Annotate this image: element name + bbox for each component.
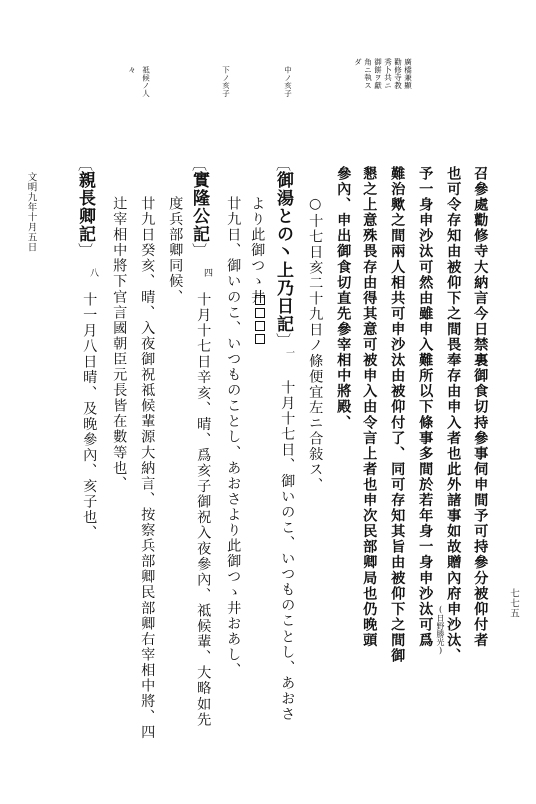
text-column-1: 召參處勸修寺大納言今日禁裏御食切持參事伺申間予可持參分被仰付者 bbox=[472, 166, 489, 649]
text-column-11: 十月十七日辛亥、晴、爲亥子御祝入夜參內、祗候輩、大略如先 bbox=[195, 292, 212, 728]
annotation-note-4-mark: 々 bbox=[127, 66, 137, 74]
inline-annotation: (日野勝光) bbox=[436, 605, 445, 655]
text-column-2: 也可令存知由被仰下之間畏奉存由申入者也此外諸事如故贈內府申沙汰、 bbox=[445, 166, 462, 664]
text-column-6: 參內、申出御食切直先參宰相中將殿、 bbox=[335, 166, 352, 431]
text-column-13: 廿九日癸亥、晴、入夜御祝祗候輩源大納言、按察兵部卿民部卿右宰相中將、四 bbox=[139, 196, 156, 741]
source-title-sanetaka: 〔實隆公記〕 bbox=[189, 156, 209, 258]
text-column-5: 懇之上意殊畏存由得其意可被申入由令言上者也申次民部卿局也仍晚頭 bbox=[361, 166, 378, 649]
annotation-note-3: 下ノ亥子 bbox=[221, 66, 231, 98]
text-column-3-part-a: 予一身申沙汰可然由雖申入難所以下條事多間於若年身一身申沙汰可爲 bbox=[417, 166, 434, 649]
missing-character-boxes bbox=[252, 293, 268, 345]
text-column-4: 難治歟之間兩人相共可申沙汰由被仰付了、同可存知其旨由被仰下之間御 bbox=[389, 166, 406, 664]
source-number-sanetaka: 四 bbox=[202, 268, 212, 277]
text-column-3 bbox=[418, 166, 432, 648]
source-number-chikanaga: 八 bbox=[88, 268, 98, 277]
text-column-8: 十月十七日、御いのこ、いつものことし、あおさ bbox=[279, 380, 296, 723]
text-column-7: ○十七日亥二十九日ノ條便宜左ニ合敍ス、 bbox=[307, 196, 324, 494]
text-column-10: 廿九日、御いのこ、いつものことし、あおさより此御つゝ井おあし、 bbox=[225, 196, 242, 679]
annotation-note-2: 中ノ亥子 bbox=[283, 66, 293, 98]
page-number: 七七五 bbox=[508, 588, 519, 618]
source-number-oyudono: 一 bbox=[284, 348, 294, 357]
text-column-14: 辻宰相中將下官言國朝臣元長皆在數等也、 bbox=[111, 196, 128, 492]
text-column-15: 十一月八日晴、及晚參內、亥子也、 bbox=[81, 292, 98, 541]
text-column-9: より此御つゝ井 bbox=[249, 196, 266, 305]
text-column-12: 度兵部卿同候、 bbox=[167, 196, 184, 305]
annotation-note-4: 祗候ノ人 bbox=[141, 66, 151, 98]
source-title-oyudono: 〔御湯との丶上乃日記〕 bbox=[273, 156, 293, 348]
date-header: 文明九年十月五日 bbox=[25, 172, 37, 252]
source-title-chikanaga: 〔親長卿記〕 bbox=[75, 156, 95, 258]
